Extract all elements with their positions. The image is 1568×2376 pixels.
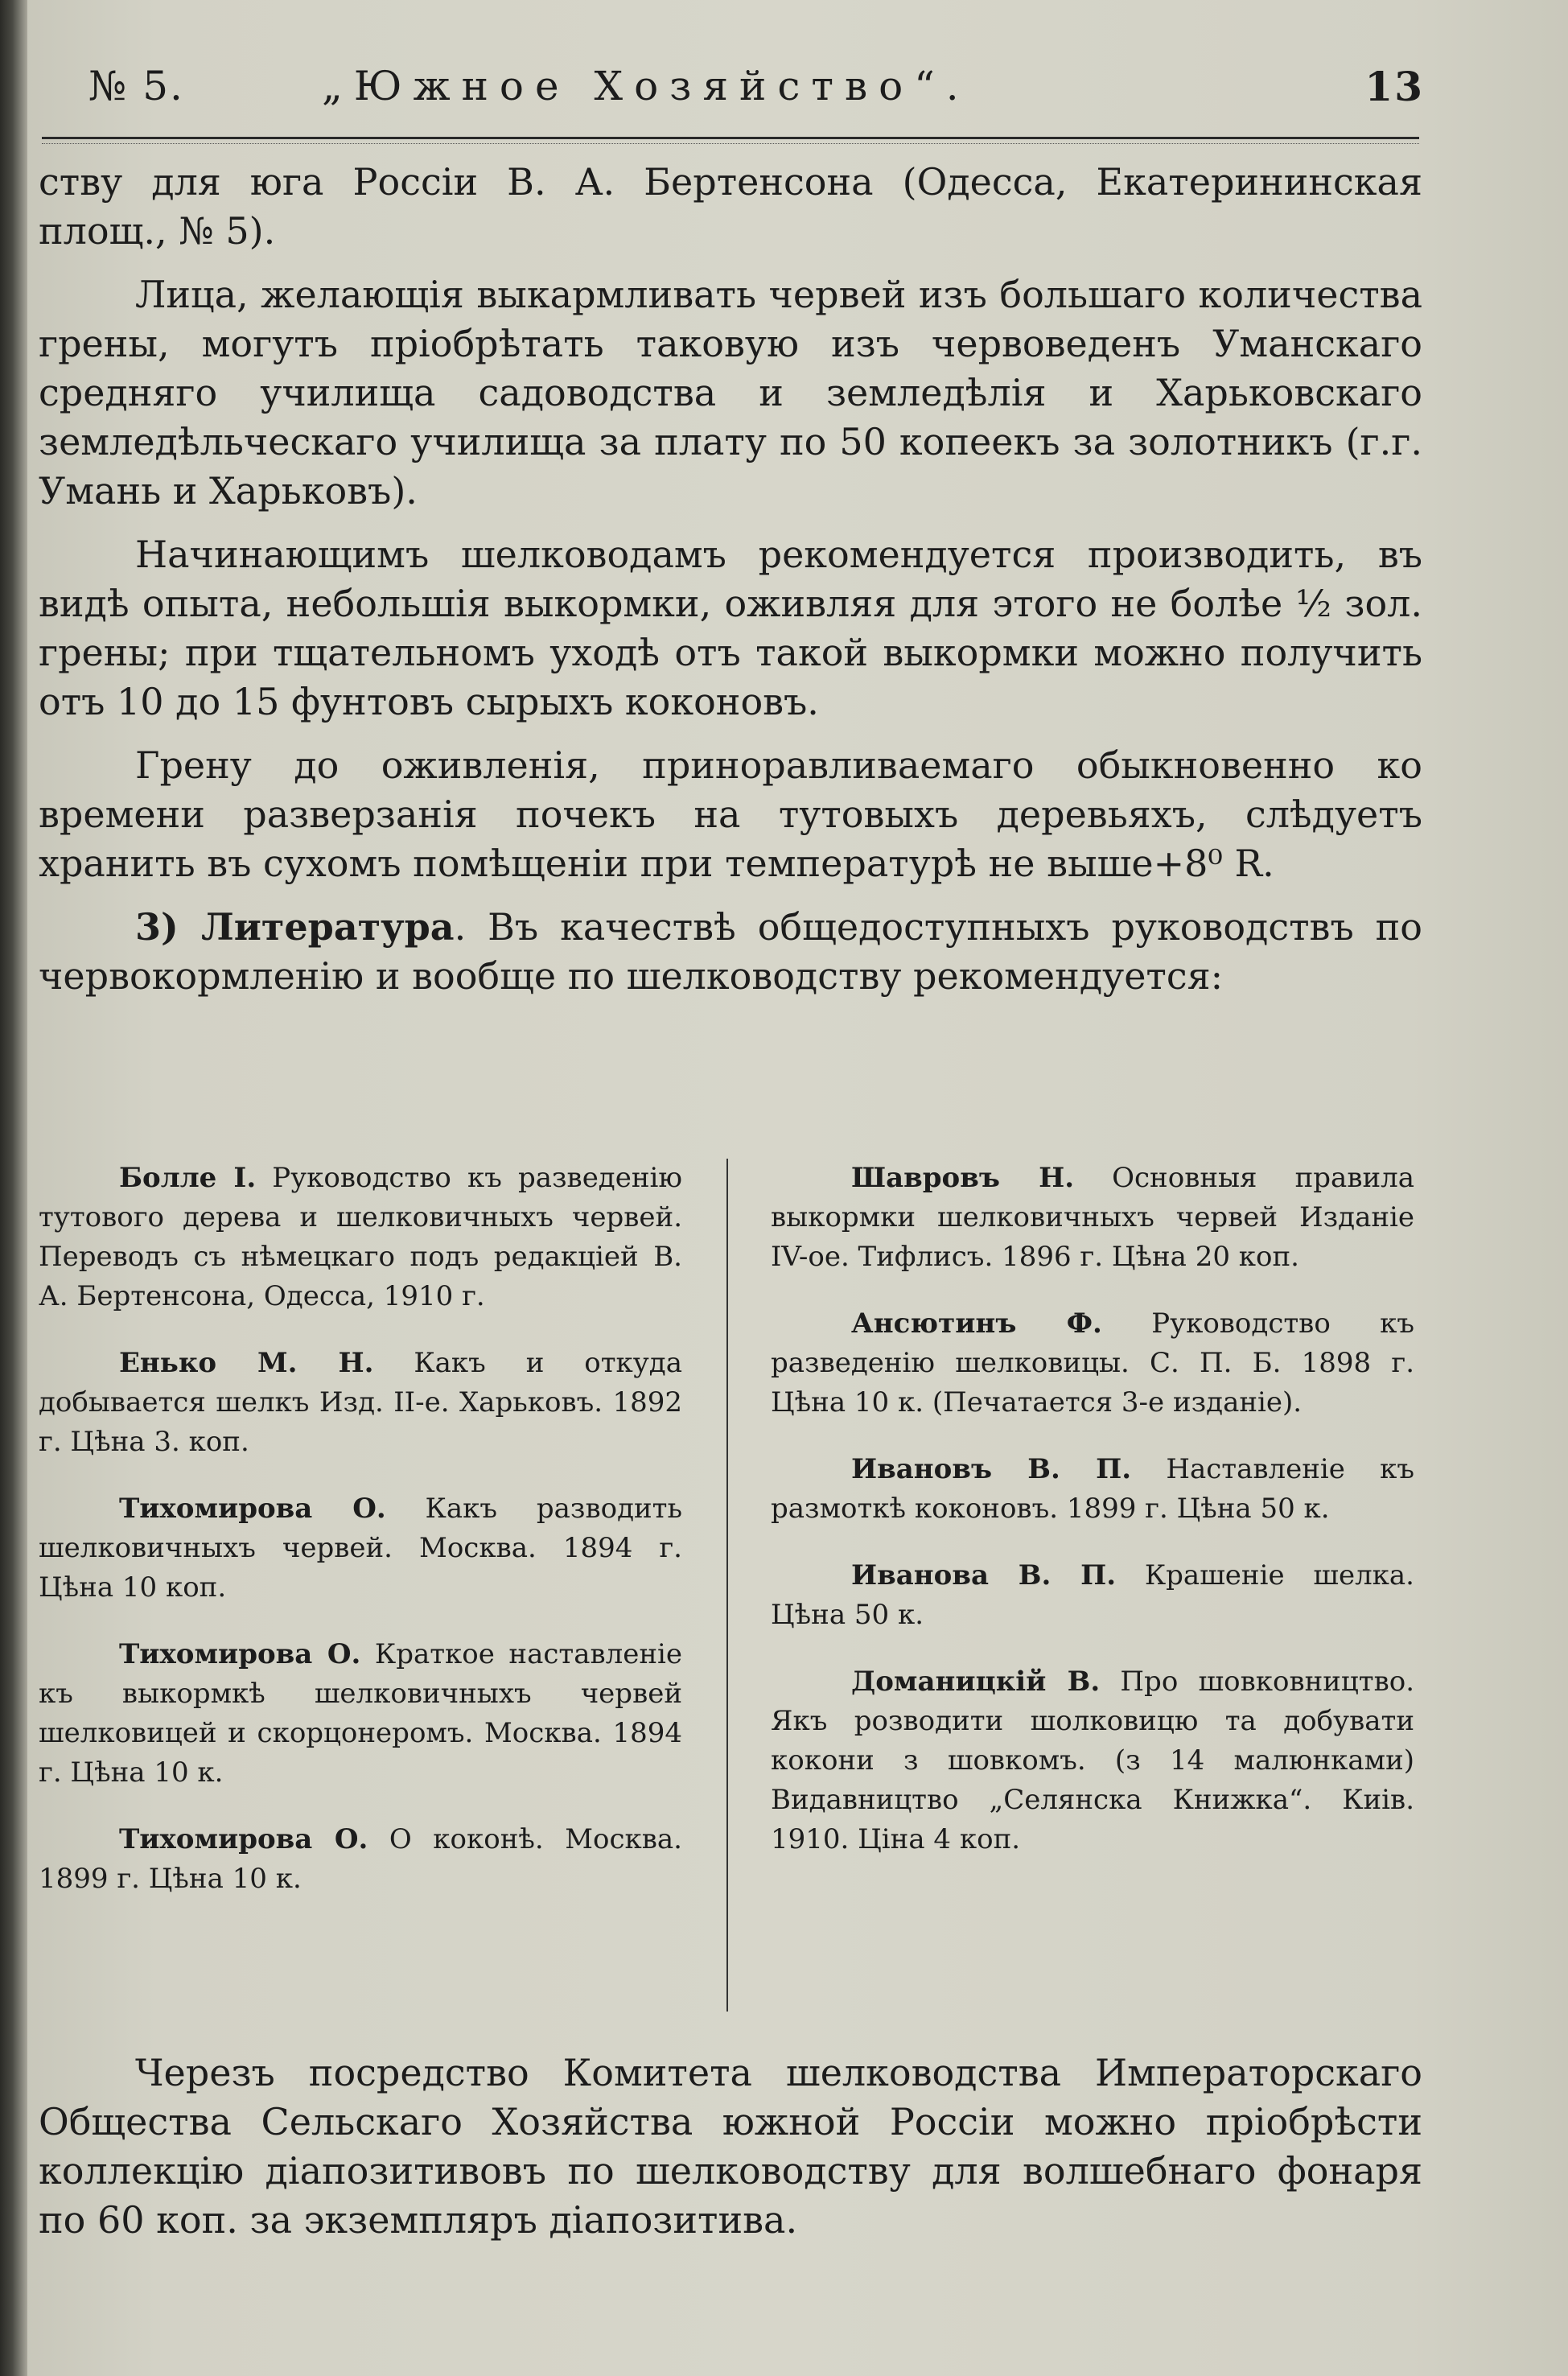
bib-text: О коконѣ. Москва. 1899 г. Цѣна 10 к. (39, 1823, 682, 1895)
bib-entry (771, 1304, 1414, 1423)
column-divider (726, 1159, 728, 2012)
bib-author: Тихомирова О. (119, 1823, 368, 1855)
bib-author: Болле I. (119, 1162, 257, 1194)
journal-title: „Южное Хозяйство“. (322, 63, 970, 109)
bib-entry (39, 1635, 682, 1793)
main-text (39, 158, 1422, 1015)
bib-entry (771, 1556, 1414, 1635)
bib-author: Тихомирова О. (119, 1638, 361, 1670)
bib-text: Наставленiе къ размоткѣ коконовъ. 1899 г. Цѣна 50 к. (771, 1453, 1414, 1525)
bib-text: Крашенiе шелка. Цѣна 50 к. (771, 1559, 1414, 1631)
bib-text: Про шовковництво. Якъ розводити шолковицю та добувати кокони з шовкомъ. (з 14 малюнками) Видавництво „Селянска Книжка“. Киiв. 1910. Цiна 4 коп. (771, 1666, 1415, 1855)
header-rule (42, 137, 1419, 139)
bib-entry (771, 1450, 1414, 1529)
book-spine-shadow (0, 0, 27, 2376)
bib-author: Доманицкiй В. (851, 1666, 1101, 1698)
bib-author: Шавровъ Н. (851, 1162, 1075, 1194)
literature-paragraph (39, 903, 1422, 1001)
page-number: 13 (1364, 63, 1424, 110)
bib-entry (39, 1820, 682, 1899)
bib-entry (39, 1489, 682, 1608)
bib-author: Ансютинъ Ф. (851, 1307, 1102, 1340)
bib-entry (39, 1159, 682, 1316)
bib-text: Руководство къ разведенiю шелковицы. С. П. Б. 1898 г. Цѣна 10 к. (Печатается 3-е изданiе). (771, 1307, 1415, 1419)
bib-text: Какъ разводить шелковичныхъ червей. Москва. 1894 г. Цѣна 10 коп. (39, 1493, 682, 1604)
issue-number: № 5. (88, 63, 184, 109)
literature-intro: . Въ качествѣ общедоступныхъ руководствъ по червокормленiю и вообще по шелководству рекомендуется: (39, 905, 1422, 998)
closing-paragraph: Черезъ посредство Комитета шелководства Императорскаго Общества Сельскаго Хозяйства южной Россiи можно прiобрѣсти коллекцiю дiапозитивовъ по шелководству для волшебнаго фонаря по 60 коп. за экземпляръ дiапозитива. (39, 2051, 1422, 2242)
bib-entry (771, 1662, 1414, 1859)
bibliography-right-column (771, 1159, 1414, 1887)
header-rule-dotted (42, 143, 1419, 144)
paragraph: ству для юга Россiи В. А. Бертенсона (Одесса, Екатерининская площ., № 5). (39, 160, 1422, 253)
paragraph: Начинающимъ шелководамъ рекомендуется производить, въ видѣ опыта, небольшiя выкормки, оживляя для этого не болѣе ½ зол. грены; при тщательномъ уходѣ отъ такой выкормки можно получить отъ 10 до 15 фунтовъ сырыхъ коконовъ. (39, 533, 1422, 723)
bibliography (39, 1159, 1422, 2003)
bibliography-left-column (39, 1159, 682, 1926)
bib-author: Ивановъ В. П. (851, 1453, 1132, 1485)
bib-entry (39, 1344, 682, 1462)
bib-text: Какъ и откуда добывается шелкъ Изд. II-е. Харьковъ. 1892 г. Цѣна 3. коп. (39, 1347, 683, 1458)
bib-entry (771, 1159, 1414, 1277)
bib-author: Иванова В. П. (851, 1559, 1117, 1592)
paragraph: Лица, желающiя выкармливать червей изъ большаго количества грены, могутъ прiобрѣтать таковую изъ червоведенъ Уманскаго средняго училища садоводства и земледѣлiя и Харьковскаго земледѣльческаго училища за плату по 50 копеекъ за золотникъ (г.г. Умань и Харьковъ). (39, 273, 1422, 513)
bib-text: Руководство къ разведенiю тутового дерева и шелковичныхъ червей. Переводъ съ нѣмецкаго подъ редакцiей В. А. Бертенсона, Одесса, 1910 г. (39, 1162, 683, 1312)
bib-author: Енько М. Н. (119, 1347, 374, 1379)
running-header (88, 63, 1424, 127)
literature-heading: 3) Литература (135, 905, 455, 949)
paragraph: Грену до оживленiя, приноравливаемаго обыкновенно ко времени разверзанiя почекъ на тутовыхъ деревьяхъ, слѣдуетъ хранить въ сухомъ помѣщенiи при температурѣ не выше+8⁰ R. (39, 743, 1422, 885)
bib-text: Краткое наставленiе къ выкормкѣ шелковичныхъ червей шелковицей и скорцонеромъ. Москва. 1894 г. Цѣна 10 к. (39, 1638, 683, 1789)
bib-text: Основныя правила выкормки шелковичныхъ червей Изданiе IV-ое. Тифлисъ. 1896 г. Цѣна 20 коп. (771, 1162, 1414, 1273)
bib-author: Тихомирова О. (119, 1493, 386, 1525)
